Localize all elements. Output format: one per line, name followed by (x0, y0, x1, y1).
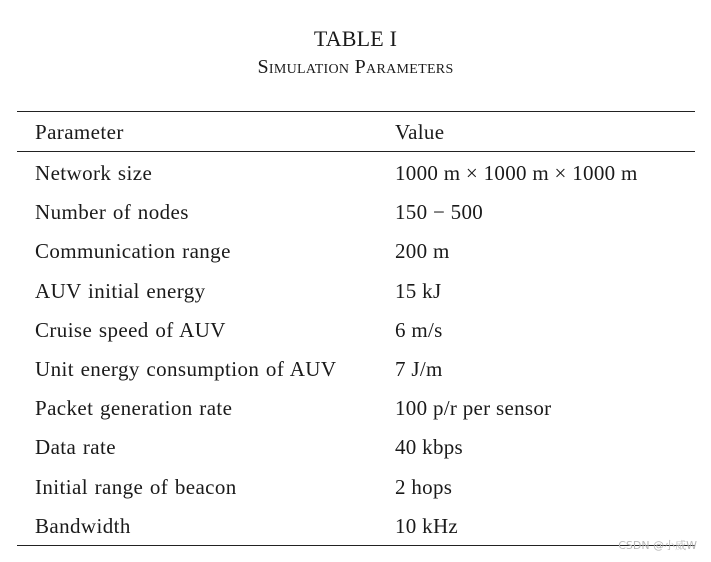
table-row (0, 354, 711, 384)
row-value: 200 m (395, 239, 450, 263)
row-value: 7 J/m (395, 357, 443, 381)
row-value: 100 p/r per sensor (395, 396, 552, 420)
row-parameter: Initial range of beacon (35, 475, 237, 499)
header-parameter: Parameter (35, 120, 124, 144)
table-row (0, 158, 711, 188)
table-row (0, 197, 711, 227)
row-value: 40 kbps (395, 435, 464, 459)
row-parameter: Unit energy consumption of AUV (35, 357, 337, 381)
row-value: 6 m/s (395, 318, 443, 342)
row-parameter: Packet generation rate (35, 396, 233, 420)
table-row (0, 276, 711, 306)
table-row (0, 315, 711, 345)
row-parameter: Cruise speed of AUV (35, 318, 226, 342)
table-row (0, 236, 711, 266)
row-value: 150 − 500 (395, 200, 484, 224)
row-parameter: Network size (35, 161, 153, 185)
watermark: CSDN @小威W (618, 539, 697, 552)
row-value: 2 hops (395, 475, 453, 499)
table-title: TABLE I (313, 26, 398, 51)
row-parameter: Data rate (35, 435, 116, 459)
row-parameter: AUV initial energy (35, 279, 206, 303)
row-value: 1000 m × 1000 m × 1000 m (395, 161, 638, 185)
table-bottom-rule (17, 545, 695, 546)
table-row (0, 393, 711, 423)
row-parameter: Number of nodes (35, 200, 189, 224)
table-row (0, 432, 711, 462)
table-subtitle: Simulation Parameters (257, 56, 454, 78)
table-row (0, 511, 711, 541)
row-parameter: Bandwidth (35, 514, 131, 538)
row-value: 10 kHz (395, 514, 459, 538)
header-value: Value (395, 120, 445, 144)
row-parameter: Communication range (35, 239, 231, 263)
row-value: 15 kJ (395, 279, 442, 303)
table-row (0, 472, 711, 502)
